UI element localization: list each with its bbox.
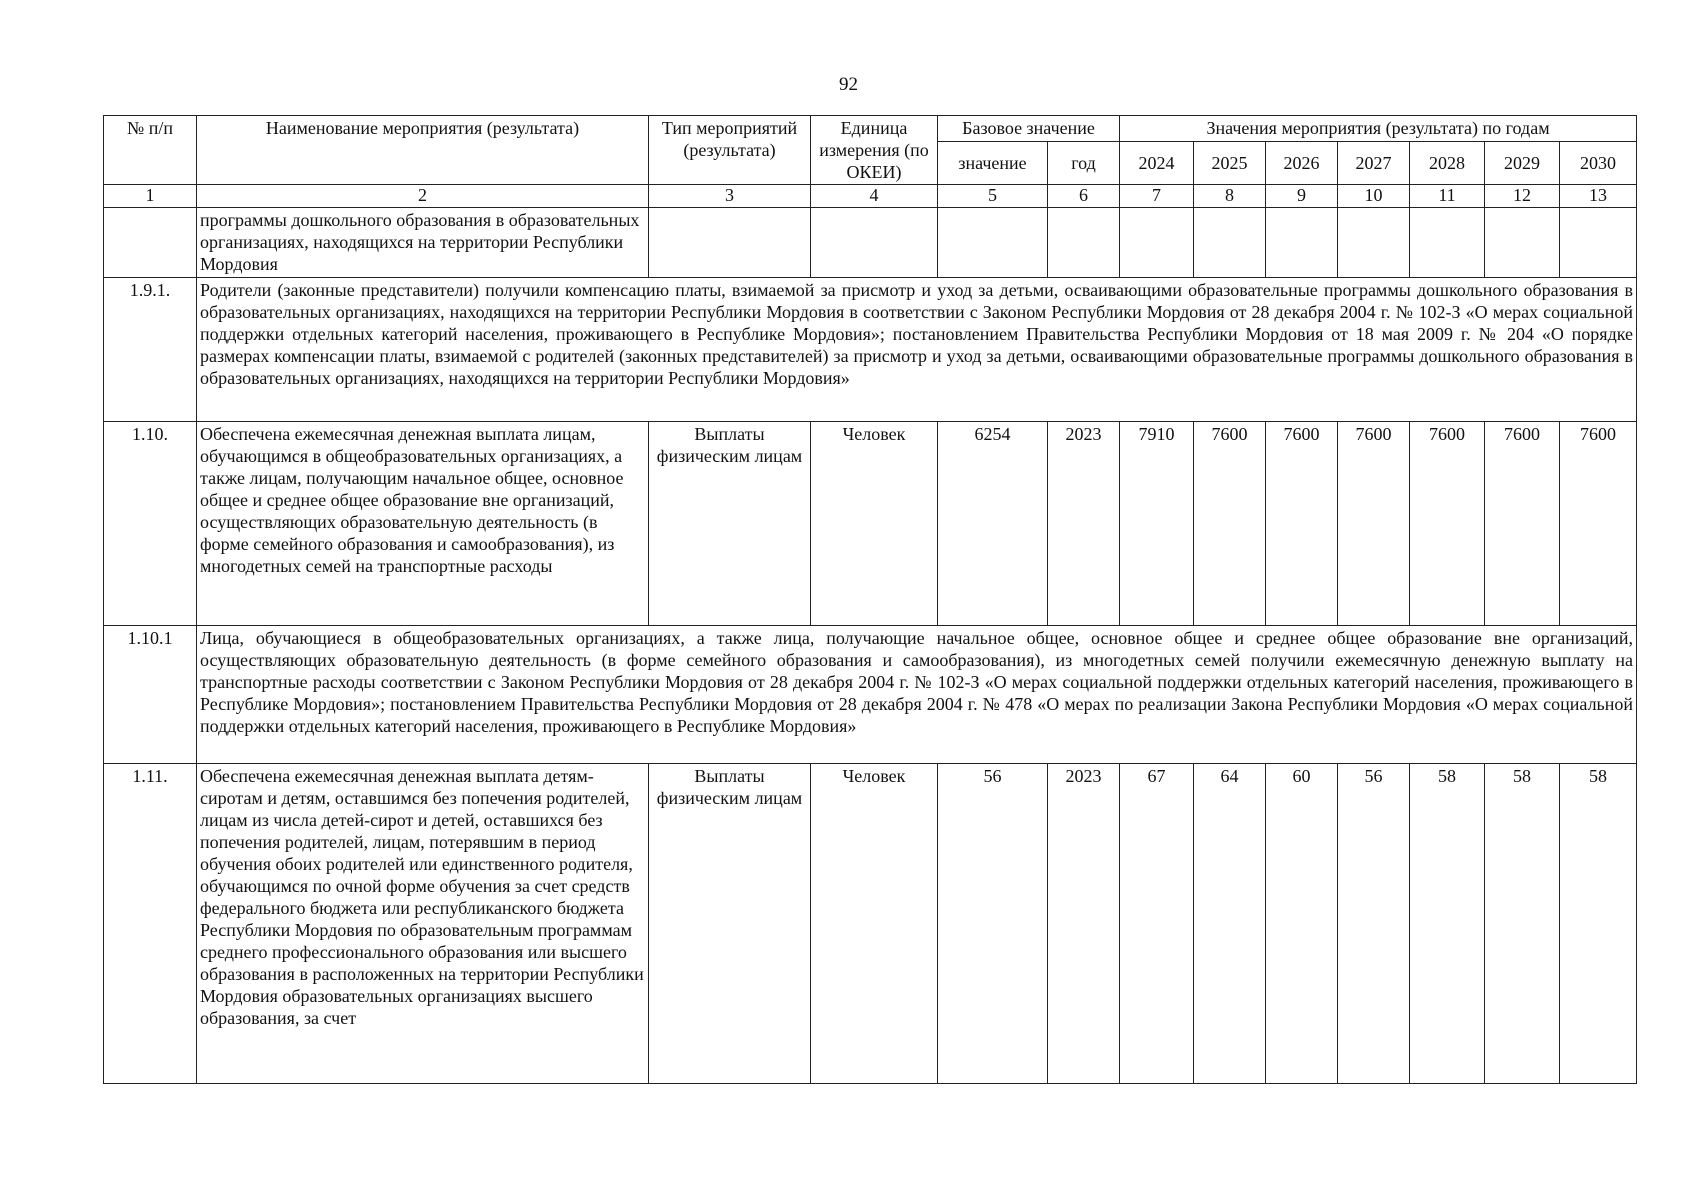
value-2026: 60 xyxy=(1266,764,1338,1084)
header-base-year: год xyxy=(1048,142,1120,185)
page-number: 92 xyxy=(839,74,858,95)
continuation-name: программы дошкольного образования в образовательных организациях, находящихся на территории Республики Мордовия xyxy=(197,208,649,278)
value-2024: 67 xyxy=(1120,764,1194,1084)
column-index: 13 xyxy=(1560,185,1637,208)
value-2028: 7600 xyxy=(1410,422,1485,626)
empty-cell xyxy=(1194,208,1266,278)
value-2027: 56 xyxy=(1338,764,1410,1084)
measures-table xyxy=(103,115,1637,1084)
row-num-empty xyxy=(104,208,197,278)
column-index-row xyxy=(104,185,1637,208)
empty-cell xyxy=(1485,208,1560,278)
header-num: № п/п xyxy=(104,116,197,185)
measure-type: Выплаты физическим лицам xyxy=(649,764,811,1084)
row-num: 1.10. xyxy=(104,422,197,626)
header-name: Наименование мероприятия (результата) xyxy=(197,116,649,185)
column-index: 9 xyxy=(1266,185,1338,208)
measure-unit: Человек xyxy=(811,764,938,1084)
empty-cell xyxy=(1338,208,1410,278)
row-num: 1.10.1 xyxy=(104,626,197,764)
column-index: 5 xyxy=(938,185,1048,208)
value-2026: 7600 xyxy=(1266,422,1338,626)
base-year: 2023 xyxy=(1048,422,1120,626)
header-year-2024: 2024 xyxy=(1120,142,1194,185)
column-index: 1 xyxy=(104,185,197,208)
column-index: 10 xyxy=(1338,185,1410,208)
measure-name: Обеспечена ежемесячная денежная выплата детям-сиротам и детям, оставшимся без попечения родителей, лицам из числа детей-сирот и детей, оставшихся без попечения родителей, лицам, потерявшим в период обучения обоих родителей или единственного родителя, обучающимся по очной форме обучения за счет средств федерального бюджета или республиканского бюджета Республики Мордовия по образовательным программам среднего профессионального образования или высшего образования в расположенных на территории Республики Мордовия образовательных организациях высшего образования, за счет xyxy=(197,764,649,1084)
value-2024: 7910 xyxy=(1120,422,1194,626)
empty-cell xyxy=(938,208,1048,278)
empty-cell xyxy=(1410,208,1485,278)
column-index: 11 xyxy=(1410,185,1485,208)
table-row xyxy=(104,422,1637,626)
value-2030: 58 xyxy=(1560,764,1637,1084)
value-2025: 7600 xyxy=(1194,422,1266,626)
table-row xyxy=(104,626,1637,764)
header-base-value: значение xyxy=(938,142,1048,185)
header-years-group: Значения мероприятия (результата) по годам xyxy=(1120,116,1637,142)
column-index: 4 xyxy=(811,185,938,208)
empty-cell xyxy=(649,208,811,278)
row-num: 1.9.1. xyxy=(104,278,197,422)
measure-type: Выплаты физическим лицам xyxy=(649,422,811,626)
header-unit: Единица измерения (по ОКЕИ) xyxy=(811,116,938,185)
header-row-1 xyxy=(104,116,1637,142)
base-value: 6254 xyxy=(938,422,1048,626)
empty-cell xyxy=(811,208,938,278)
header-year-2029: 2029 xyxy=(1485,142,1560,185)
column-index: 7 xyxy=(1120,185,1194,208)
table-row xyxy=(104,208,1637,278)
base-value: 56 xyxy=(938,764,1048,1084)
table-row xyxy=(104,764,1637,1084)
column-index: 2 xyxy=(197,185,649,208)
empty-cell xyxy=(1048,208,1120,278)
empty-cell xyxy=(1560,208,1637,278)
row-num: 1.11. xyxy=(104,764,197,1084)
measure-unit: Человек xyxy=(811,422,938,626)
result-description: Родители (законные представители) получили компенсацию платы, взимаемой за присмотр и уход за детьми, осваивающими образовательные программы дошкольного образования в образовательных организациях, находящихся на территории Республики Мордовия в соответствии с Законом Республики Мордовия от 28 декабря 2004 г. № 102-З «О мерах социальной поддержки отдельных категорий населения, проживающего в Республике Мордовия»; постановлением Правительства Республики Мордовия от 18 мая 2009 г. № 204 «О порядке размерах компенсации платы, взимаемой с родителей (законных представителей) за присмотр и уход за детьми, осваивающими образовательные программы дошкольного образования в образовательных организациях, находящихся на территории Республики Мордовия» xyxy=(197,278,1637,422)
header-base: Базовое значение xyxy=(938,116,1120,142)
value-2029: 58 xyxy=(1485,764,1560,1084)
column-index: 6 xyxy=(1048,185,1120,208)
value-2027: 7600 xyxy=(1338,422,1410,626)
empty-cell xyxy=(1120,208,1194,278)
value-2029: 7600 xyxy=(1485,422,1560,626)
result-description: Лица, обучающиеся в общеобразовательных организациях, а также лица, получающие начальное общее, основное общее и среднее общее образование вне организаций, осуществляющих образовательную деятельность (в форме семейного образования и самообразования), из многодетных семей получили ежемесячную денежную выплату на транспортные расходы соответствии с Законом Республики Мордовия от 28 декабря 2004 г. № 102-З «О мерах социальной поддержки отдельных категорий населения, проживающего в Республике Мордовия»; постановлением Правительства Республики Мордовия от 28 декабря 2004 г. № 478 «О мерах по реализации Закона Республики Мордовия «О мерах социальной поддержки отдельных категорий населения, проживающего в Республике Мордовия» xyxy=(197,626,1637,764)
column-index: 12 xyxy=(1485,185,1560,208)
table-row xyxy=(104,278,1637,422)
header-year-2027: 2027 xyxy=(1338,142,1410,185)
header-year-2025: 2025 xyxy=(1194,142,1266,185)
header-year-2026: 2026 xyxy=(1266,142,1338,185)
column-index: 8 xyxy=(1194,185,1266,208)
base-year: 2023 xyxy=(1048,764,1120,1084)
measure-name: Обеспечена ежемесячная денежная выплата лицам, обучающимся в общеобразовательных организациях, а также лицам, получающим начальное общее, основное общее и среднее общее образование вне организаций, осуществляющих образовательную деятельность (в форме семейного образования и самообразования), из многодетных семей на транспортные расходы xyxy=(197,422,649,626)
empty-cell xyxy=(1266,208,1338,278)
value-2025: 64 xyxy=(1194,764,1266,1084)
column-index: 3 xyxy=(649,185,811,208)
value-2030: 7600 xyxy=(1560,422,1637,626)
header-year-2028: 2028 xyxy=(1410,142,1485,185)
value-2028: 58 xyxy=(1410,764,1485,1084)
header-year-2030: 2030 xyxy=(1560,142,1637,185)
header-type: Тип мероприятий (результата) xyxy=(649,116,811,185)
